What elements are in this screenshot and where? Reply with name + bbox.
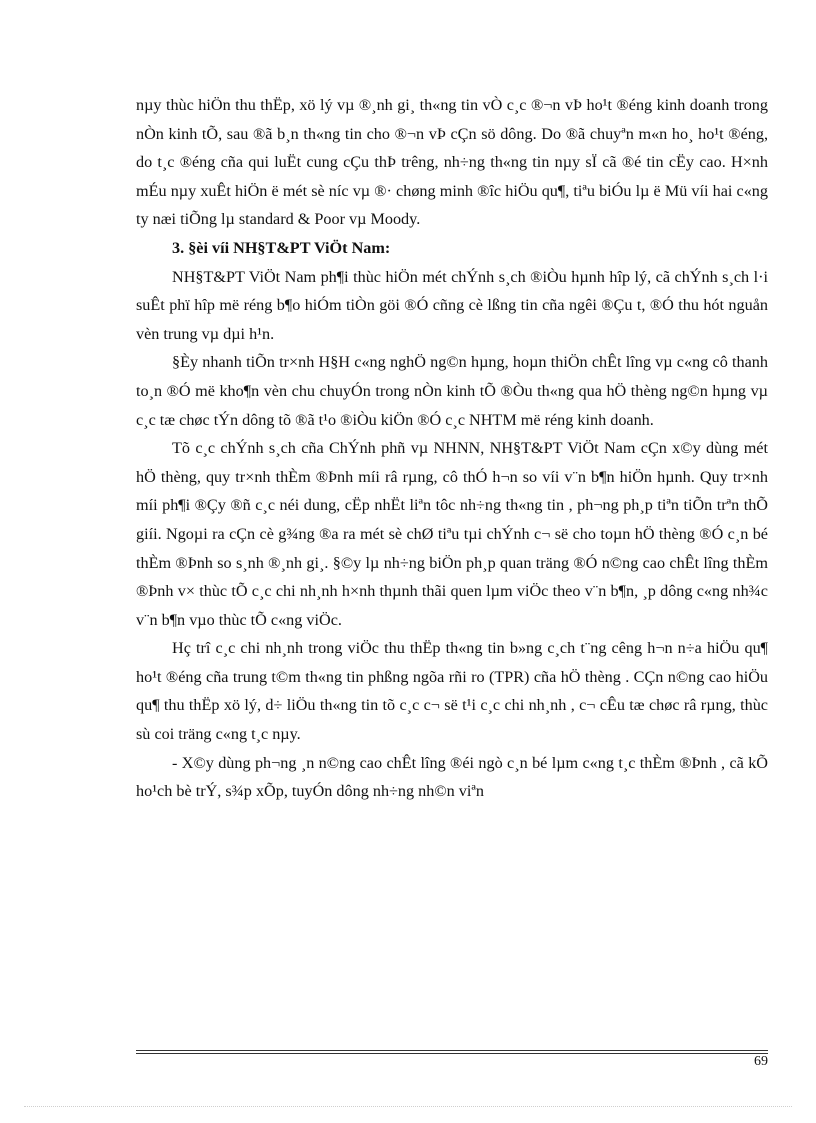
paragraph: Tõ c¸c chÝnh s¸ch cña ChÝnh phñ vµ NHNN, NH§T&PT ViÖt Nam cÇn x©y dùng mét hÖ thèng, quy tr×nh thÈm ®Þnh míi râ rµng, cô thÓ h¬n so víi v¨n b¶n hiÖn hµnh. Quy tr×nh míi ph¶i ®Çy ®ñ c¸c néi dung, cËp nhËt liªn tôc nh÷ng th«ng tin , ph¬ng ph¸p tiªn tiÕn trªn thÕ giíi. Ngoµi ra cÇn cè g¾ng ®a ra mét sè chØ tiªu tµi chÝnh c¬ së cho toµn hÖ thèng ®Ó c¸n bé thÈm ®Þnh so s¸nh ®¸nh gi¸. §©y lµ nh÷ng biÖn ph¸p quan träng ®Ó n©ng cao chÊt lîng thÈm ®Þnh v× thùc tÕ c¸c chi nh¸nh h×nh thµnh thãi quen lµm viÖc theo v¨n b¶n, ¸p dông c«ng nh¾c v¨n b¶n vµo thùc tÕ c«ng viÖc. — [136, 439, 768, 629]
paragraph: §Èy nhanh tiÕn tr×nh H§H c«ng nghÖ ng©n hµng, hoµn thiÖn chÊt lîng vµ c«ng cô thanh to¸n ®Ó më kho¶n vèn chu chuyÓn trong nÒn kinh tÕ ®Òu th«ng qua hÖ thèng ng©n hµng vµ c¸c tæ chøc tÝn dông tõ ®ã t¹o ®iÒu kiÖn ®Ó c¸c NHTM më réng kinh doanh. — [136, 353, 768, 429]
page-number: 69 — [754, 1054, 768, 1069]
footer-rule-bottom — [136, 1053, 768, 1054]
section-heading: 3. §èi víi NH§T&PT ViÖt Nam: — [172, 238, 391, 257]
footer-rule-top — [136, 1050, 768, 1051]
paragraph: NH§T&PT ViÖt Nam ph¶i thùc hiÖn mét chÝnh s¸ch ®iÒu hµnh hîp lý, cã chÝnh s¸ch l·i suÊt phï hîp më réng b¶o hiÓm tiÒn göi ®Ó cñng cè lßng tin cña ngêi ®Çu t, ®Ó thu hót nguån vèn trung vµ dµi h¹n. — [136, 267, 768, 343]
document-body — [136, 91, 768, 806]
paragraph: - X©y dùng ph¬ng ¸n n©ng cao chÊt lîng ®éi ngò c¸n bé lµm c«ng t¸c thÈm ®Þnh , cã kÕ ho¹ch bè trÝ, s¾p xÕp, tuyÓn dông nh÷ng nh©n viªn — [136, 753, 768, 801]
page-edge-divider — [24, 1106, 792, 1107]
paragraph: Hç trî c¸c chi nh¸nh trong viÖc thu thËp th«ng tin b»ng c¸ch t¨ng cêng h¬n n÷a hiÖu qu¶ ho¹t ®éng cña trung t©m th«ng tin phßng ngõa rñi ro (TPR) cña hÖ thèng . CÇn n©ng cao hiÖu qu¶ thu thËp xö lý, d÷ liÖu th«ng tin tõ c¸c c¬ së t¹i c¸c chi nh¸nh , c¬ cÊu tæ chøc râ rµng, thùc sù coi träng c«ng t¸c nµy. — [136, 639, 768, 744]
paragraph-continuation: nµy thùc hiÖn thu thËp, xö lý vµ ®¸nh gi¸ th«ng tin vÒ c¸c ®¬n vÞ ho¹t ®éng kinh doanh trong nÒn kinh tÕ, sau ®ã b¸n th«ng tin cho ®¬n vÞ cÇn sö dông. Do ®ã chuyªn m«n ho¸ ho¹t ®éng, do t¸c ®éng cña qui luËt cung cÇu thÞ trêng, nh÷ng th«ng tin nµy sÏ cã ®é tin cËy cao. H×nh mÉu nµy xuÊt hiÖn ë mét sè níc vµ ®· chøng minh ®îc hiÖu qu¶, tiªu biÓu lµ ë Mü víi hai c«ng ty næi tiÕng lµ standard & Poor vµ Moody. — [136, 96, 768, 229]
